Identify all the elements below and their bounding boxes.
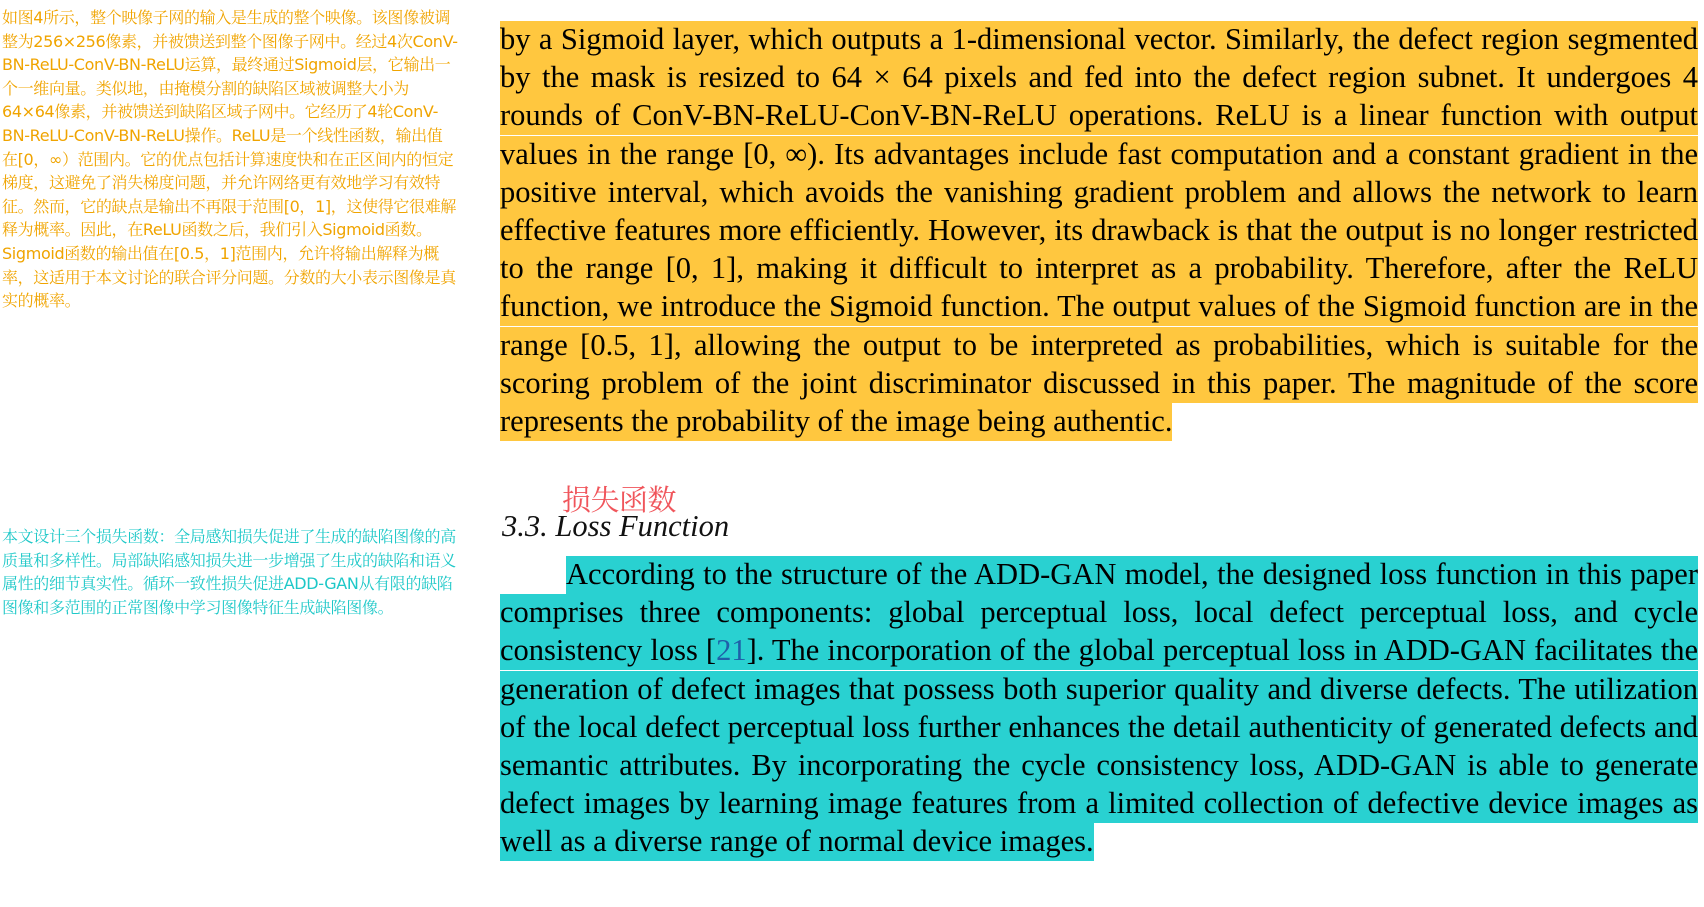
highlight-orange[interactable]: by a Sigmoid layer, which outputs a 1-dimensional vector. Similarly, the defect region segmented by the mask is resized to 64 × 64 pixels and fed into the defect region subnet. It undergoes 4 rounds of ConV-BN-ReLU-ConV-BN-ReLU operations. ReLU is a linear function with output values in the range [0, ∞). Its advantages include fast computation and a constant gradient in the positive interval, which avoids the vanishing gradient problem and allows the network to learn effective features more efficiently. However, its drawback is that the output is no longer restricted to the range [0, 1], making it difficult to interpret as a probability. Therefore, after the ReLU function, we introduce the Sigmoid function. The output values of the Sigmoid function are in the range [0.5, 1], allowing the output to be interpreted as probabilities, which is suitable for the scoring problem of the joint discriminator discussed in this paper. The magnitude of the score represents the probability of the image being authentic. bbox=[500, 21, 1698, 441]
citation-link[interactable]: 21 bbox=[716, 633, 747, 668]
section-heading: 3.3. Loss Function bbox=[502, 509, 730, 543]
margin-note-loss-translation: 本文设计三个损失函数：全局感知损失促进了生成的缺陷图像的高质量和多样性。局部缺陷感知损失进一步增强了生成的缺陷和语义属性的细节真实性。循环一致性损失促进ADD-GAN从有限的缺陷图像和多范围的正常图像中学习图像特征生成缺陷图像。 bbox=[2, 527, 456, 617]
para2-text-end: ]. The incorporation of the global perceptual loss in ADD-GAN facilitates the generation of defect images that possess both superior quality and diverse defects. The utilization of the local defect perceptual loss further enhances the detail authenticity of generated defects and semantic attributes. By incorporating the cycle consistency loss, ADD-GAN is able to generate defect images by learning image features from a limited collection of defective device images as well as a diverse range of normal device images. bbox=[500, 633, 1698, 859]
para2-text-start: According to the structure of the ADD-GAN model, the designed loss function in this paper comprises three components: global perceptual loss, local defect perceptual loss, and cycle consistency loss [ bbox=[500, 557, 1698, 668]
highlight-teal[interactable] bbox=[500, 556, 1698, 861]
paragraph-loss-function bbox=[500, 555, 1698, 861]
heading-translation-note: 损失函数 bbox=[562, 483, 677, 517]
paragraph-sigmoid-relu bbox=[500, 20, 1698, 440]
margin-note-sigmoid-translation: 如图4所示，整个映像子网的输入是生成的整个映像。该图像被调整为256×256像素，并被馈送到整个图像子网中。经过4次ConV-BN-ReLU-ConV-BN-ReLU运算，最终通过Sigmoid层，它输出一个一维向量。类似地，由掩模分割的缺陷区域被调整大小为64×64像素，并被馈送到缺陷区域子网中。它经历了4轮ConV-BN-ReLU-ConV-BN-ReLU操作。ReLU是一个线性函数，输出值在[0，∞）范围内。它的优点包括计算速度快和在正区间内的恒定梯度，这避免了消失梯度问题，并允许网络更有效地学习有效特征。然而，它的缺点是输出不再限于范围[0，1]，这使得它很难解释为概率。因此，在ReLU函数之后，我们引入Sigmoid函数。Sigmoid函数的输出值在[0.5，1]范围内，允许将输出解释为概率，这适用于本文讨论的联合评分问题。分数的大小表示图像是真实的概率。 bbox=[2, 8, 458, 311]
